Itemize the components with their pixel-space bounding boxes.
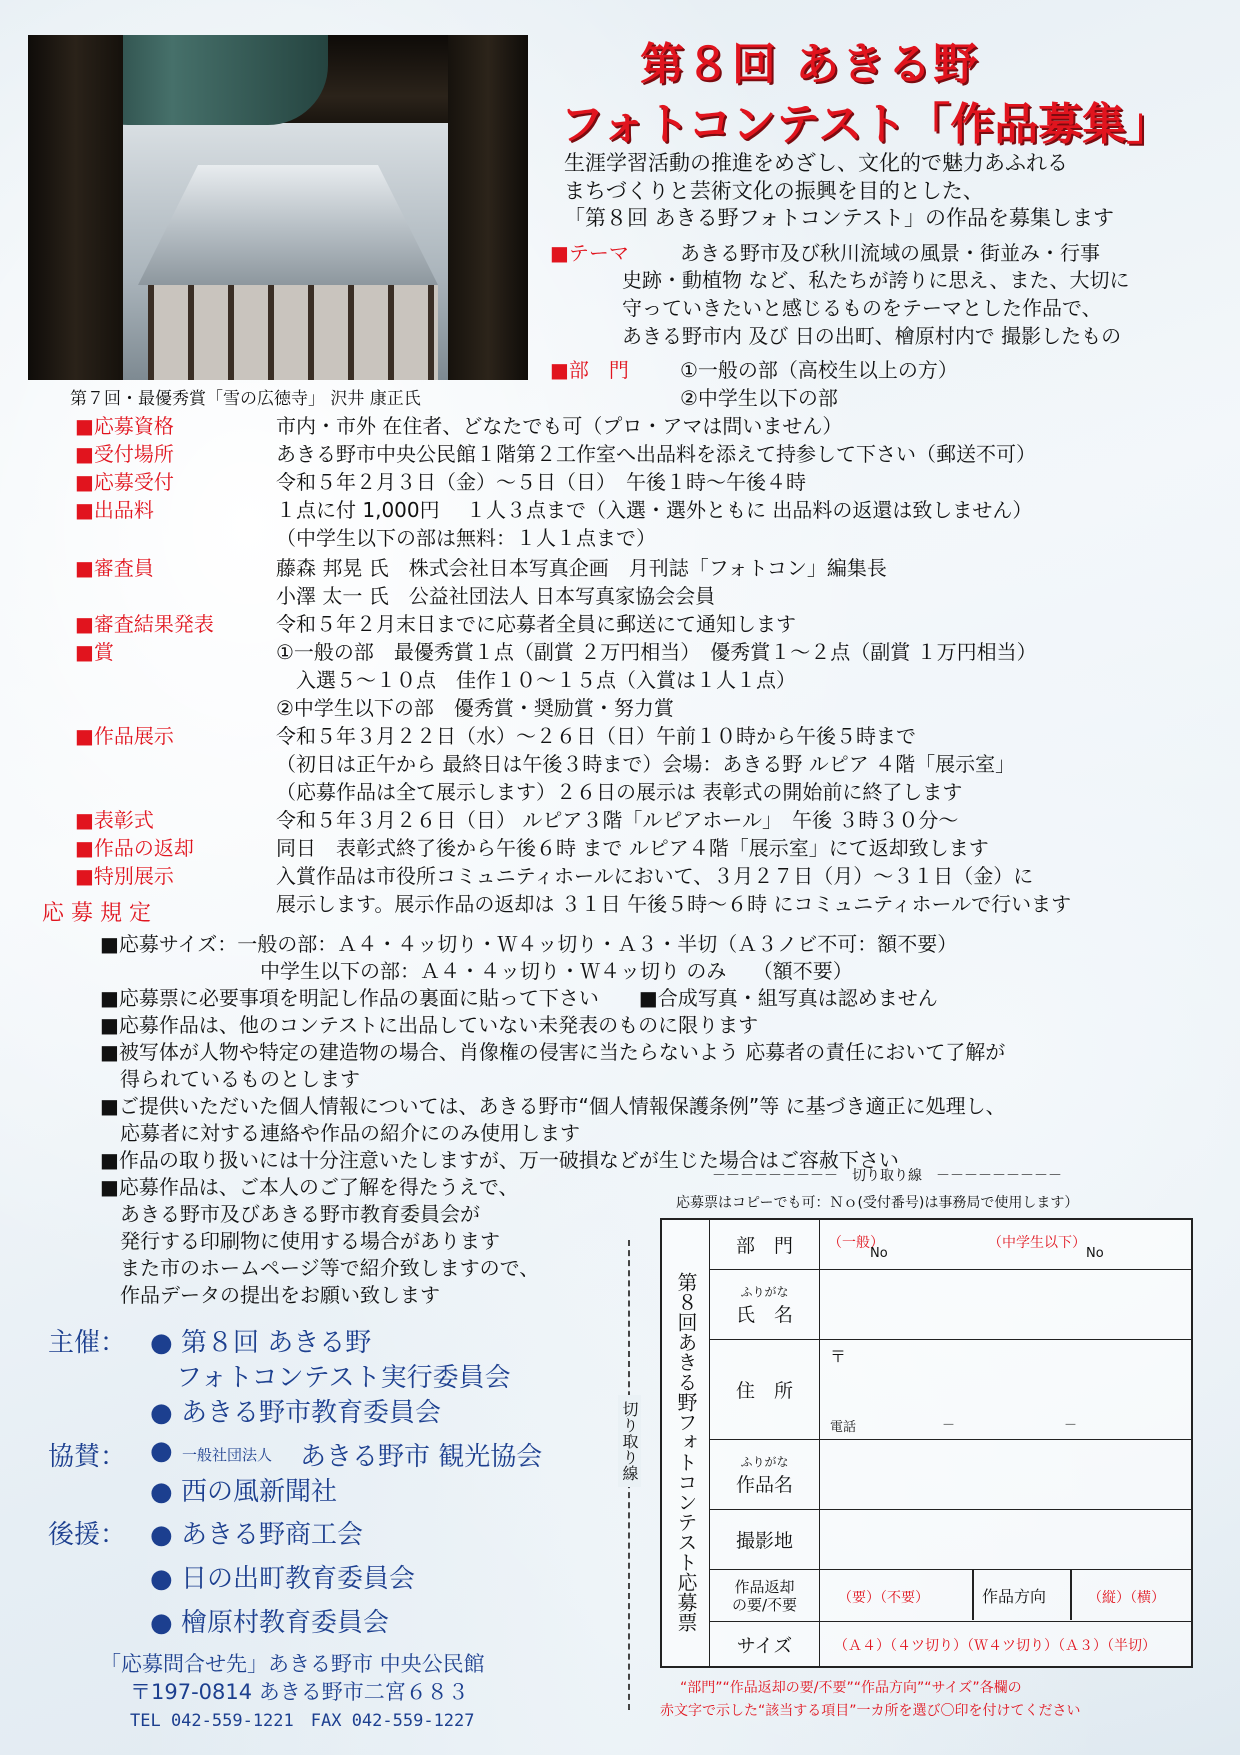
division-junior-no: No: [1086, 1246, 1104, 1261]
rules-heading: 応 募 規 定: [42, 901, 151, 926]
name-label: 氏 名: [735, 1303, 793, 1326]
address-field[interactable]: [820, 1340, 1191, 1439]
intro-line: まちづくりと芸術文化の振興を目的とした、: [564, 178, 984, 203]
form-row-name: [710, 1270, 1191, 1340]
division-line: ①一般の部（高校生以上の方）: [680, 358, 958, 382]
rule-line: ■応募サイズ：一般の部：Ａ４・４ッ切り・Ｗ４ッ切り・Ａ３・半切（Ａ３ノビ不可：額不要）: [100, 932, 958, 956]
sponsor-prefix: 一般社団法人: [182, 1446, 273, 1464]
prizes-label: ■賞: [75, 640, 114, 664]
support-line: ● 日の出町教育委員会: [150, 1564, 415, 1594]
cut-line-top: －－－－－－－－－ 切り取り線 －－－－－－－－－: [712, 1168, 1062, 1184]
reception-date-label: ■応募受付: [75, 470, 174, 494]
theme-line: あきる野市内 及び 日の出町、檜原村内で 撮影したもの: [622, 324, 1122, 348]
rule-line: 中学生以下の部：Ａ４・４ッ切り・Ｗ４ッ切り のみ （額不要）: [100, 959, 853, 983]
orientation-options[interactable]: （縦）（横）: [1088, 1590, 1165, 1606]
name-furigana-label: ふりがな: [740, 1284, 789, 1299]
size-field[interactable]: [820, 1622, 1191, 1666]
winning-photo: [28, 35, 528, 380]
rule-line: ■応募作品は、ご本人のご了解を得たうえで、: [100, 1175, 519, 1199]
divider: [1070, 1570, 1072, 1620]
host-line: ● あきる野市教育委員会: [150, 1398, 441, 1428]
phone-dash: －: [942, 1418, 956, 1433]
sponsor-bullet: ●: [150, 1436, 173, 1466]
division-field-label: 部 門: [710, 1220, 820, 1269]
return-options[interactable]: （要）（不要）: [838, 1590, 929, 1606]
divider: [972, 1570, 974, 1620]
entry-fee-text: １点に付 1,000円 １人３点まで（入選・選外ともに 出品料の返還は致しません）: [276, 498, 1033, 522]
judges-label: ■審査員: [75, 556, 154, 580]
reception-place-label: ■受付場所: [75, 442, 174, 466]
address-field-label: 住 所: [710, 1340, 820, 1439]
return-label: ■作品の返却: [75, 836, 194, 860]
entry-fee-label: ■出品料: [75, 498, 154, 522]
rule-line: 応募者に対する連絡や作品の紹介にのみ使用します: [100, 1121, 580, 1145]
theme-line: あきる野市及び秋川流域の風景・街並み・行事: [680, 241, 1100, 265]
support-line: ● 檜原村教育委員会: [150, 1608, 389, 1638]
photo-temple-wall: [148, 285, 438, 380]
support-line: ● あきる野商工会: [150, 1520, 363, 1550]
return-field[interactable]: [820, 1570, 1191, 1621]
size-options[interactable]: （Ａ４）（４ツ切り）（Ｗ４ツ切り）（Ａ３）（半切）: [834, 1638, 1156, 1654]
rule-line: 作品データの提出をお願い致します: [100, 1283, 440, 1307]
photo-caption: 第７回・最優秀賞「雪の広徳寺」 沢井 康正氏: [70, 389, 421, 409]
contact-line: TEL 042-559-1221 FAX 042-559-1227: [130, 1711, 475, 1731]
division-junior-option[interactable]: （中学生以下）: [988, 1235, 1086, 1251]
return-label-line: 作品返却: [734, 1577, 795, 1596]
exhibition-line: （初日は正午から 最終日は午後３時まで）会場：あきる野 ルピア ４階「展示室」: [276, 752, 1016, 776]
form-footnote: 赤文字で示した“該当する項目”一カ所を選び〇印を付けてください: [660, 1703, 1081, 1719]
ceremony-text: 令和５年３月２６日（日） ルピア３階「ルピアホール」 午後 ３時３０分～: [276, 808, 959, 832]
work-title-field[interactable]: [820, 1440, 1191, 1509]
form-row-address: [710, 1340, 1191, 1440]
rule-line: あきる野市及びあきる野市教育委員会が: [100, 1202, 480, 1226]
theme-line: 守っていきたいと感じるものをテーマとした作品で、: [622, 296, 1102, 320]
rule-line: ■作品の取り扱いには十分注意いたしますが、万一破損などが生じた場合はご容赦下さい: [100, 1148, 899, 1172]
form-row-location: [710, 1510, 1191, 1570]
eligibility-text: 市内・市外 在住者、どなたでも可（プロ・アマは問いません）: [276, 414, 843, 438]
return-field-label: [710, 1570, 820, 1621]
reception-date-text: 令和５年２月３日（金）～５日（日） 午後１時～午後４時: [276, 470, 806, 494]
prize-line: ②中学生以下の部 優秀賞・奨励賞・努力賞: [276, 696, 674, 720]
host-line: フォトコンテスト実行委員会: [150, 1363, 511, 1393]
name-field[interactable]: [820, 1270, 1191, 1339]
eligibility-label: ■応募資格: [75, 414, 174, 438]
sponsor-line: ● 西の風新聞社: [150, 1477, 337, 1507]
theme-label: ■テーマ: [550, 241, 629, 265]
form-footnote: “部門”“作品返却の要/不要”“作品方向”“サイズ”各欄の: [680, 1680, 1022, 1696]
exhibition-line: （応募作品は全て展示します）２６日の展示は 表彰式の開始前に終了します: [276, 780, 963, 804]
form-vertical-title: 第８回あきる野フォトコンテスト応募票: [662, 1220, 710, 1666]
work-title-furigana-label: ふりがな: [740, 1454, 789, 1469]
location-field-label: 撮影地: [710, 1510, 820, 1569]
name-field-label: [710, 1270, 820, 1339]
copy-note: 応募票はコピーでも可：Ｎｏ(受付番号)は事務局で使用します）: [676, 1195, 1079, 1211]
location-field[interactable]: [820, 1510, 1191, 1569]
title-line-1: 第８回 あきる野: [640, 39, 980, 90]
reception-place-text: あきる野市中央公民館１階第２工作室へ出品料を添えて持参して下さい（郵送不可）: [276, 442, 1036, 466]
special-exhibition-line: 展示します。展示作品の返却は ３１日 午後５時～６時 にコミュニティホールで行います: [276, 892, 1072, 916]
support-label: 後援：: [48, 1520, 127, 1550]
judge-line: 藤森 邦晃 氏 株式会社日本写真企画 月刊誌「フォトコン」編集長: [276, 556, 887, 580]
exhibition-label: ■作品展示: [75, 724, 174, 748]
special-exhibition-label: ■特別展示: [75, 864, 174, 888]
entry-fee-text: （中学生以下の部は無料：１人１点まで）: [276, 526, 656, 550]
ceremony-label: ■表彰式: [75, 808, 154, 832]
photo-pillar-right: [448, 35, 528, 380]
host-line: ● 第８回 あきる野: [150, 1328, 372, 1358]
form-row-return-orientation: [710, 1570, 1191, 1622]
rule-line: ■ご提供いただいた個人情報については、あきる野市“個人情報保護条例”等 に基づき適正に処理し、: [100, 1094, 1006, 1118]
cut-line-side-label: 切り取り線: [618, 1395, 641, 1487]
form-row-division: [710, 1220, 1191, 1270]
division-line: ②中学生以下の部: [680, 386, 838, 410]
return-label-line: の要/不要: [731, 1595, 798, 1614]
form-row-size: [710, 1622, 1191, 1666]
rule-line: 得られているものとします: [100, 1067, 360, 1091]
return-text: 同日 表彰式終了後から午後６時 まで ルピア４階「展示室」にて返却致します: [276, 836, 989, 860]
rule-line: ■応募作品は、他のコンテストに出品していない未発表のものに限ります: [100, 1013, 759, 1037]
postal-mark: 〒: [830, 1347, 847, 1366]
contact-line: 「応募問合せ先」あきる野市 中央公民館: [100, 1652, 485, 1676]
division-field[interactable]: [820, 1220, 1191, 1269]
entry-form: [660, 1218, 1193, 1668]
intro-line: 「第８回 あきる野フォトコンテスト」の作品を募集します: [564, 206, 1114, 230]
intro-text: [564, 150, 1114, 233]
special-exhibition-line: 入賞作品は市役所コミュニティホールにおいて、３月２７日（月）～３１日（金）に: [276, 864, 1034, 888]
host-label: 主催：: [48, 1328, 127, 1358]
division-label: ■部 門: [550, 358, 629, 382]
phone-label: 電話: [830, 1420, 857, 1435]
results-text: 令和５年２月末日までに応募者全員に郵送にて通知します: [276, 612, 796, 636]
rule-line: 発行する印刷物に使用する場合があります: [100, 1229, 500, 1253]
phone-dash: －: [1064, 1418, 1078, 1433]
division-general-option[interactable]: （一般）: [828, 1235, 884, 1251]
division-general-no: No: [870, 1246, 888, 1261]
exhibition-line: 令和５年３月２２日（水）～２６日（日）午前１０時から午後５時まで: [276, 724, 916, 748]
rule-line: また市のホームページ等で紹介致しますので、: [100, 1256, 540, 1280]
prize-line: 入選５～１０点 佳作１０～１５点（入賞は１人１点）: [276, 668, 796, 692]
orientation-label: 作品方向: [982, 1587, 1047, 1606]
form-row-title: [710, 1440, 1191, 1510]
judge-line: 小澤 太一 氏 公益社団法人 日本写真家協会会員: [276, 584, 716, 608]
results-label: ■審査結果発表: [75, 612, 214, 636]
rule-line: ■被写体が人物や特定の建造物の場合、肖像権の侵害に当たらないよう 応募者の責任において了解が: [100, 1040, 1006, 1064]
sponsor-line: あきる野市 観光協会: [300, 1442, 543, 1472]
title-line-2: フォトコンテスト「作品募集」: [560, 99, 1171, 150]
work-title-field-label: [710, 1440, 820, 1509]
work-title-label: 作品名: [735, 1473, 793, 1496]
photo-pillar-left: [28, 35, 123, 380]
intro-line: 生涯学習活動の推進をめざし、文化的で魅力あふれる: [564, 151, 1068, 175]
theme-line: 史跡・動植物 など、私たちが誇りに思え、また、大切に: [622, 268, 1130, 292]
size-field-label: サイズ: [710, 1622, 820, 1666]
contact-line: 〒197-0814 あきる野市二宮６８３: [130, 1680, 469, 1704]
sponsor-label: 協賛：: [48, 1442, 127, 1472]
rule-line: ■応募票に必要事項を明記し作品の裏面に貼って下さい ■合成写真・組写真は認めません: [100, 986, 938, 1010]
prize-line: ①一般の部 最優秀賞１点（副賞 ２万円相当） 優秀賞１～２点（副賞 １万円相当）: [276, 640, 1037, 664]
